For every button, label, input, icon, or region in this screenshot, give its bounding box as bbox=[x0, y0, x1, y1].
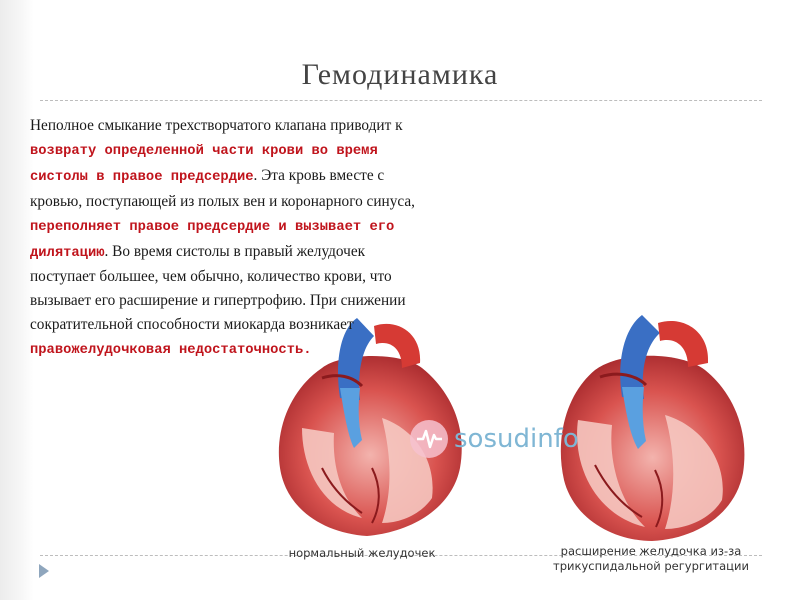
text-segment: . Эта кровь вместе с кровью, поступающей из полых вен и коронарного синуса, bbox=[30, 166, 415, 210]
highlighted-phrase: правожелудочковая недостаточность. bbox=[30, 343, 312, 359]
text-segment: Неполное смыкание трехстворчатого клапана приводит к bbox=[30, 117, 403, 134]
title-divider bbox=[40, 100, 762, 101]
normal-ventricle-caption: нормальный желудочек bbox=[288, 546, 436, 560]
highlighted-phrase: возврату определенной части крови во время систолы в правое предсердие bbox=[30, 143, 378, 185]
dilated-heart-illustration bbox=[550, 315, 750, 543]
slide-title: Гемодинамика bbox=[301, 58, 499, 91]
sosudinfo-logo-icon bbox=[408, 418, 450, 460]
play-arrow-icon[interactable] bbox=[39, 564, 49, 578]
watermark-text: sosudinfo bbox=[454, 424, 579, 454]
text-segment: . Во время систолы в правый желудочек поступает большее, чем обычно, количество крови, что вызывает его расширение и гипертрофию. При снижении сократительной способности миокарда возникает bbox=[30, 242, 406, 334]
highlighted-phrase: переполняет правое предсердие и вызывает его дилятацию bbox=[30, 219, 395, 261]
body-paragraph bbox=[30, 114, 425, 363]
sosudinfo-watermark bbox=[408, 418, 579, 460]
dilated-ventricle-caption: расширение желудочка из-за трикуспидальной регургитации bbox=[553, 544, 749, 573]
